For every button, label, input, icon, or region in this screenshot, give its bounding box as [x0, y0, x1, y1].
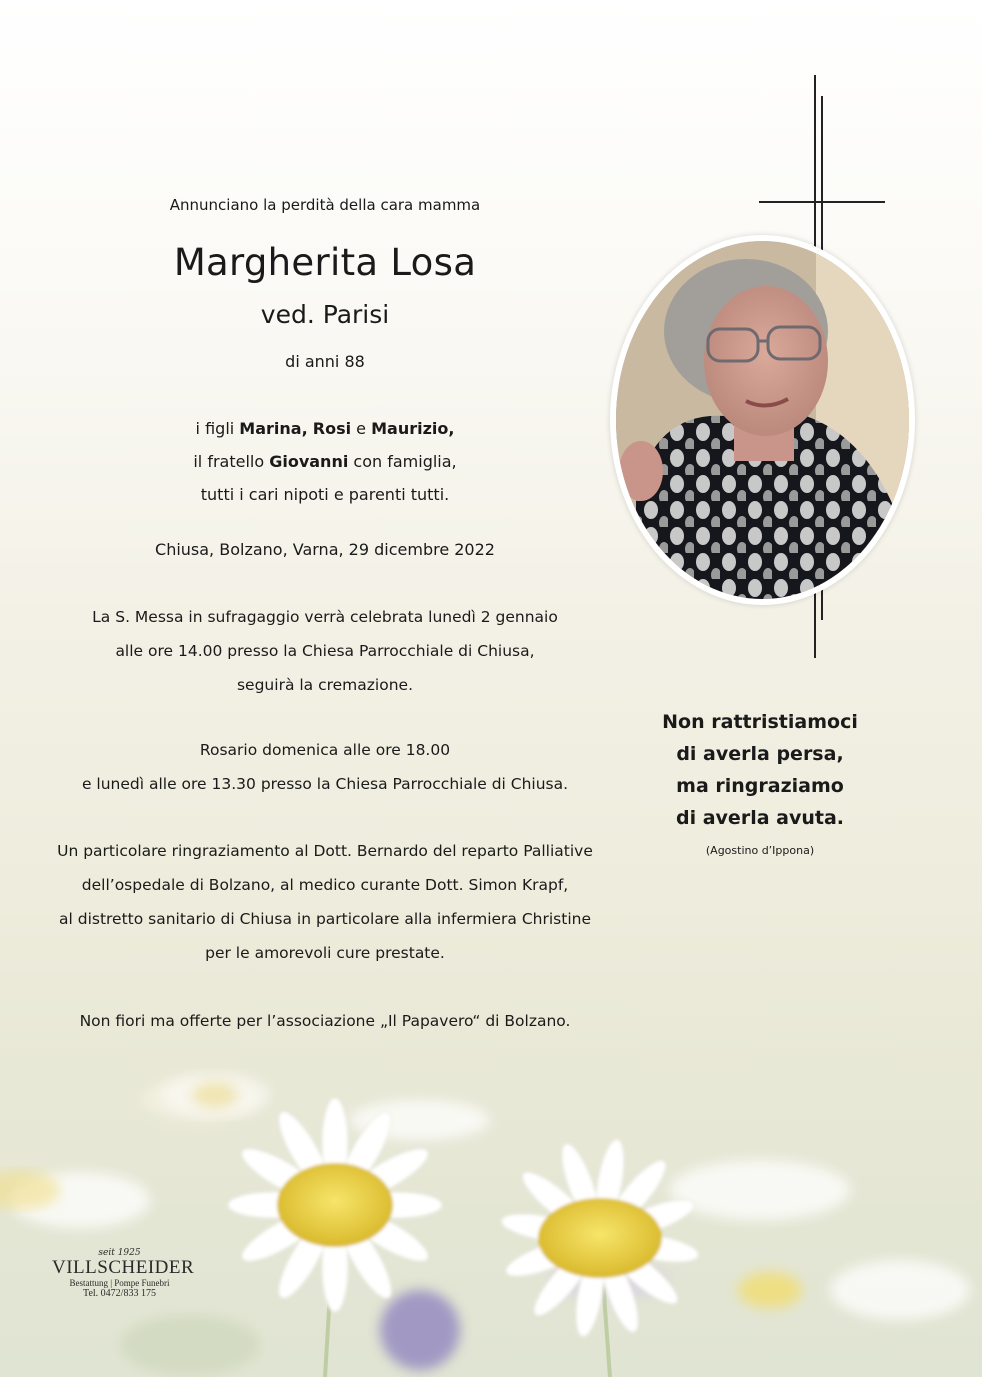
- flowers-note: Non fiori ma offerte per l’associazione „Il Papavero“ di Bolzano.: [79, 1012, 571, 1030]
- widow-name: ved. Parisi: [260, 300, 390, 329]
- thanks-paragraph: Un particolare ringraziamento al Dott. Bernardo del reparto Palliative dell’ospedale di Bolzano, al medico curante Dott. Simon Krapf, al distretto sanitario di Chiusa in particolare alla infermiera Christine per le amorevoli cure prestate.: [57, 842, 593, 962]
- rosary-paragraph: Rosario domenica alle ore 18.00 e lunedì alle ore 13.30 presso la Chiesa Parrocchiale di Chiusa.: [81, 741, 569, 793]
- quote-block: Non rattristiamoci di averla persa, ma ringraziamo di averla avuta.: [662, 711, 858, 829]
- portrait-illustration: [616, 241, 909, 599]
- family-line-children: i figli Marina, Rosi e Maurizio,: [195, 419, 455, 438]
- place-date: Chiusa, Bolzano, Varna, 29 dicembre 2022: [155, 540, 495, 559]
- quote-attribution: (Agostino d’Ippona): [705, 844, 815, 857]
- logo-subtitle: Bestattung | Pompe Funebri: [69, 1278, 170, 1288]
- portrait-frame: [610, 235, 915, 605]
- logo-brand: VILLSCHEIDER: [52, 1257, 195, 1278]
- family-line-relatives: tutti i cari nipoti e parenti tutti.: [200, 485, 450, 504]
- portrait-photo: [616, 241, 909, 599]
- daisy-field-illustration: [0, 1040, 982, 1377]
- logo-phone: Tel. 0472/833 175: [83, 1288, 156, 1299]
- family-block: [40, 412, 610, 511]
- cross-icon-horizontal: [759, 201, 885, 203]
- mass-paragraph: La S. Messa in sufragaggio verrà celebrata lunedì 2 gennaio alle ore 14.00 presso la Chiesa Parrocchiale di Chiusa, seguirà la cremazione.: [92, 608, 558, 694]
- intro-text: Annunciano la perdità della cara mamma: [169, 196, 481, 214]
- family-line-brother: il fratello Giovanni con famiglia,: [193, 452, 457, 471]
- logo-since: seit 1925: [98, 1248, 141, 1258]
- funeral-home-logo: [52, 1248, 195, 1299]
- age-text: di anni 88: [285, 352, 365, 371]
- deceased-name: Margherita Losa: [173, 241, 477, 284]
